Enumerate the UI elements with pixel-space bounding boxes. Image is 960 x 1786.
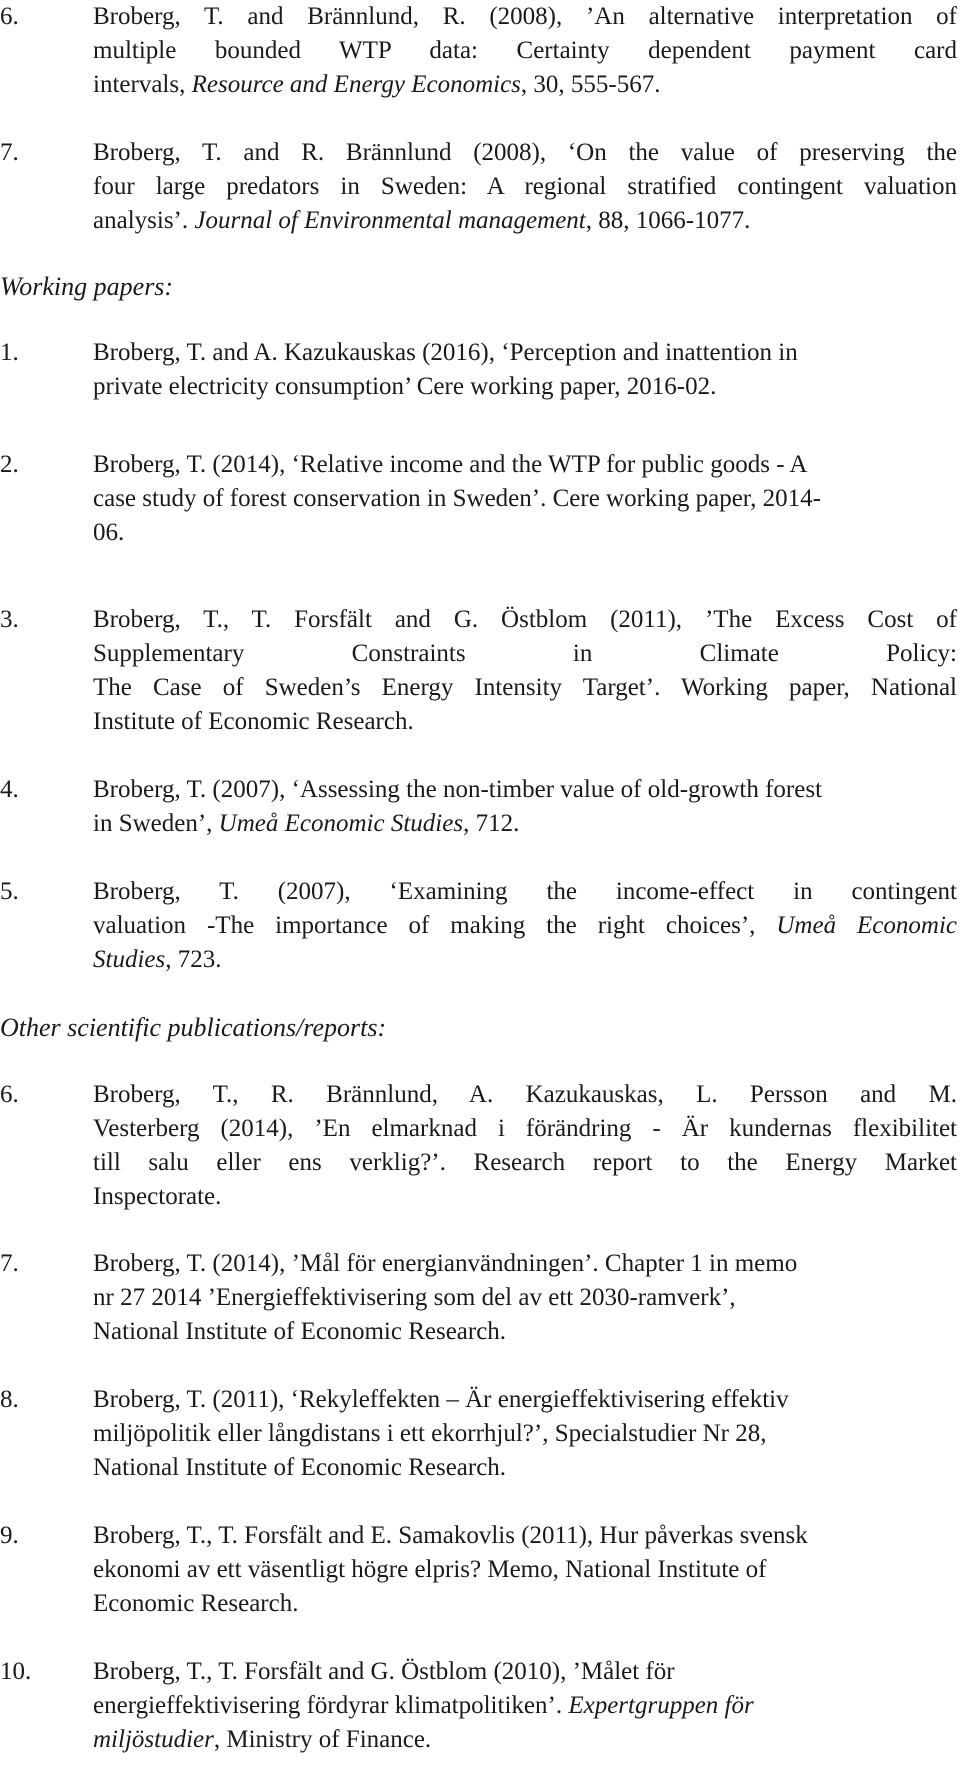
entry-number: 2.	[0, 451, 19, 478]
journal-title: Umeå Economic Studies	[218, 810, 464, 837]
entry-line: 06.	[93, 519, 125, 546]
entry-line: National Institute of Economic Research.	[93, 1318, 507, 1345]
entry-number: 8.	[0, 1386, 19, 1413]
entry-line: multiple bounded WTP data: Certainty dependent payment card	[93, 37, 957, 64]
journal-title: Journal of Environmental management	[194, 207, 586, 234]
entry-text	[93, 448, 957, 550]
entry-number: 6.	[0, 1081, 19, 1108]
entry-text	[93, 875, 957, 977]
entry-line: Broberg, T., T. Forsfält and E. Samakovlis (2011), Hur påverkas svensk	[93, 1522, 808, 1549]
entry-line: till salu eller ens verklig?’. Research report to the Energy Market	[93, 1149, 957, 1176]
journal-title: miljöstudier	[93, 1726, 214, 1753]
entry-line: nr 27 2014 ’Energieffektivisering som del av ett 2030-ramverk’,	[93, 1284, 736, 1311]
entry-line: Broberg, T. (2014), ‘Relative income and the WTP for public goods - A	[93, 451, 808, 478]
entry-line: Supplementary Constraints in Climate Policy:	[93, 640, 957, 667]
entry-text	[93, 1655, 957, 1757]
entry-line: ekonomi av ett väsentligt högre elpris? Memo, National Institute of	[93, 1556, 767, 1583]
journal-title: Resource and Energy Economics	[191, 71, 521, 98]
entry-line: case study of forest conservation in Sweden’. Cere working paper, 2014-	[93, 485, 821, 512]
entry-number: 6.	[0, 3, 19, 30]
entry-line: Institute of Economic Research.	[93, 708, 414, 735]
entry-number: 9.	[0, 1522, 19, 1549]
section-heading-working-papers: Working papers:	[0, 272, 174, 301]
entry-text	[93, 336, 957, 404]
entry-line: Broberg, T. and A. Kazukauskas (2016), ‘Perception and inattention in	[93, 339, 798, 366]
entry-line: Broberg, T., R. Brännlund, A. Kazukauskas, L. Persson and M.	[93, 1081, 957, 1108]
entry-line: Broberg, T. and Brännlund, R. (2008), ’An alternative interpretation of	[93, 3, 957, 30]
entry-line: Broberg, T. (2014), ’Mål för energianvändningen’. Chapter 1 in memo	[93, 1250, 798, 1277]
entry-line: four large predators in Sweden: A regional stratified contingent valuation	[93, 173, 957, 200]
entry-number: 10.	[0, 1658, 32, 1685]
entry-text	[93, 773, 957, 841]
entry-line: Studies, 723.	[93, 946, 222, 973]
section-heading-other-publications: Other scientific publications/reports:	[0, 1013, 387, 1042]
entry-line: Inspectorate.	[93, 1183, 222, 1210]
entry-line: Broberg, T. and R. Brännlund (2008), ‘On the value of preserving the	[93, 139, 957, 166]
entry-number: 4.	[0, 776, 19, 803]
entry-text	[93, 603, 957, 739]
entry-number: 7.	[0, 1250, 19, 1277]
entry-number: 3.	[0, 606, 19, 633]
entry-line: Economic Research.	[93, 1590, 299, 1617]
entry-line: private electricity consumption’ Cere working paper, 2016-02.	[93, 373, 717, 400]
journal-title: Umeå Economic	[776, 912, 957, 939]
entry-text	[93, 0, 957, 102]
entry-line: The Case of Sweden’s Energy Intensity Target’. Working paper, National	[93, 674, 957, 701]
entry-line: National Institute of Economic Research.	[93, 1454, 507, 1481]
entry-line: Broberg, T. (2007), ‘Assessing the non-timber value of old-growth forest	[93, 776, 823, 803]
entry-line: valuation -The importance of making the right choices’, Umeå Economic	[93, 912, 957, 939]
entry-number: 7.	[0, 139, 19, 166]
entry-line: Broberg, T. (2011), ‘Rekyleffekten – Är energieffektivisering effektiv	[93, 1386, 789, 1413]
entry-line: miljöstudier, Ministry of Finance.	[93, 1726, 432, 1753]
entry-line: analysis’. Journal of Environmental management, 88, 1066-1077.	[93, 207, 751, 234]
entry-line: energieffektivisering fördyrar klimatpolitiken’. Expertgruppen för	[93, 1692, 754, 1719]
entry-line: miljöpolitik eller långdistans i ett ekorrhjul?’, Specialstudier Nr 28,	[93, 1420, 767, 1447]
entry-line: Vesterberg (2014), ’En elmarknad i förändring - Är kundernas flexibilitet	[93, 1115, 957, 1142]
entry-line: Broberg, T., T. Forsfält and G. Östblom (2011), ’The Excess Cost of	[93, 606, 957, 633]
entry-number: 5.	[0, 878, 19, 905]
journal-title: Studies	[93, 946, 166, 973]
entry-line: intervals, Resource and Energy Economics, 30, 555-567.	[93, 71, 661, 98]
entry-number: 1.	[0, 339, 19, 366]
entry-text	[93, 136, 957, 238]
entry-text	[93, 1247, 957, 1349]
entry-line: Broberg, T. (2007), ‘Examining the income-effect in contingent	[93, 878, 957, 905]
entry-text	[93, 1519, 957, 1621]
entry-text	[93, 1078, 957, 1214]
entry-line: in Sweden’, Umeå Economic Studies, 712.	[93, 810, 520, 837]
entry-line: Broberg, T., T. Forsfält and G. Östblom (2010), ’Målet för	[93, 1658, 675, 1685]
entry-text	[93, 1383, 957, 1485]
journal-title: Expertgruppen för	[568, 1692, 754, 1719]
